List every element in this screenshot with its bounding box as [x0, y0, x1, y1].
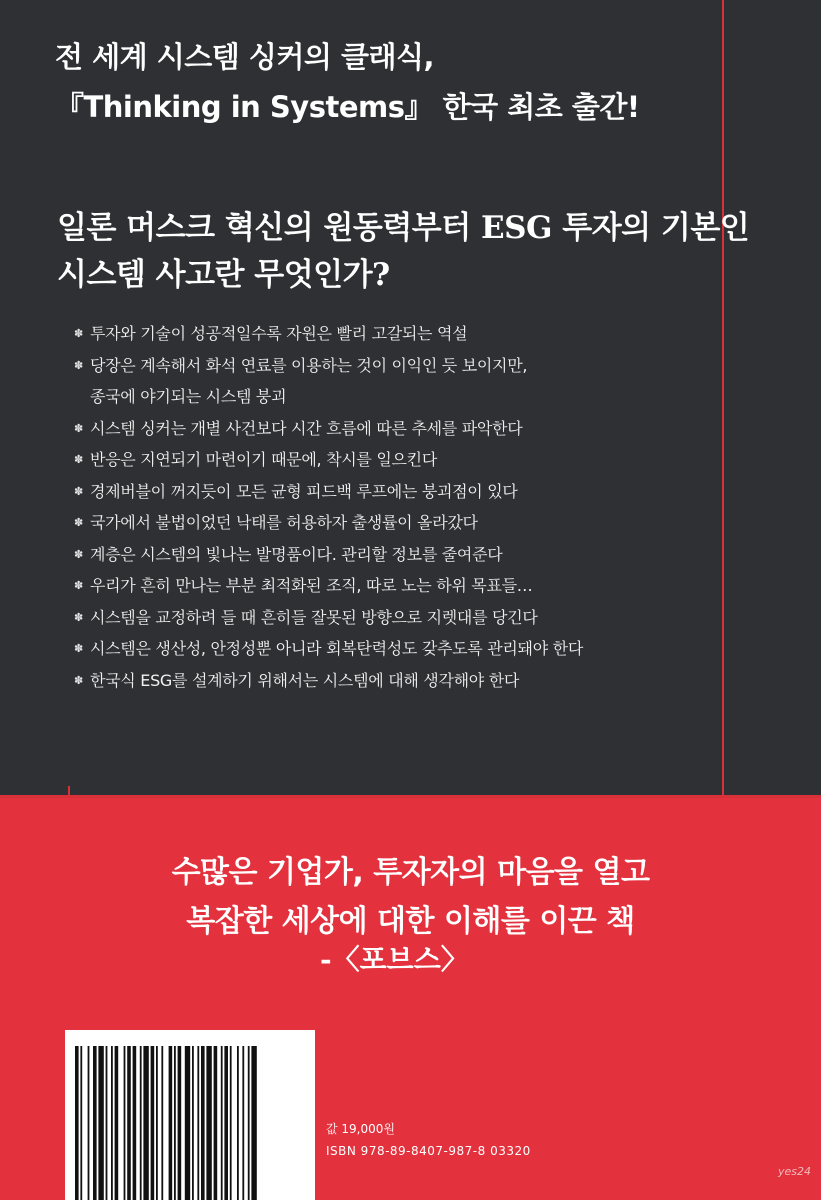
review-quote	[0, 848, 821, 946]
subheadline-line-1: 일론 머스크 혁신의 원동력부터 ESG 투자의 기본인	[57, 210, 750, 246]
red-vertical-rule	[722, 0, 724, 795]
isbn-number: ISBN 978-89-8407-987-8 03320	[326, 1144, 531, 1158]
asterisk-icon: ✽	[74, 673, 83, 687]
list-item	[74, 318, 583, 350]
list-item-text: 당장은 계속해서 화석 연료를 이용하는 것이 이익인 듯 보이지만,	[90, 355, 528, 375]
asterisk-icon: ✽	[74, 327, 83, 340]
list-item-text: 반응은 지연되기 마련이기 때문에, 착시를 일으킨다	[90, 450, 437, 469]
barcode-panel	[65, 1030, 315, 1200]
isbn-barcode	[75, 1046, 307, 1200]
headline	[55, 32, 640, 132]
list-item-text: 종국에 야기되는 시스템 붕괴	[90, 387, 287, 406]
list-item-text: 국가에서 불법이었던 낙태를 허용하자 출생률이 올라갔다	[90, 513, 478, 532]
list-item-text: 시스템 싱커는 개별 사건보다 시간 흐름에 따른 추세를 파악한다	[90, 418, 523, 438]
list-item-text: 계층은 시스템의 빛나는 발명품이다. 관리할 정보를 줄여준다	[90, 544, 503, 564]
asterisk-icon: ✽	[74, 484, 83, 498]
subheadline	[57, 205, 749, 299]
asterisk-icon: ✽	[74, 579, 83, 592]
list-item-continuation	[74, 381, 583, 413]
headline-line-2: 『Thinking in Systems』 한국 최초 출간!	[55, 90, 640, 124]
asterisk-icon: ✽	[74, 610, 83, 624]
asterisk-icon: ✽	[74, 453, 83, 466]
bullet-list	[74, 318, 583, 696]
price-label: 값 19,000원	[326, 1122, 395, 1136]
list-item	[74, 602, 583, 634]
review-quote-line-1: 수많은 기업가, 투자자의 마음을 열고	[171, 855, 650, 890]
list-item-text: 시스템은 생산성, 안정성뿐 아니라 회복탄력성도 갖추도록 관리돼야 한다	[90, 639, 583, 658]
review-quote-line-2: 복잡한 세상에 대한 이해를 이끈 책	[186, 904, 635, 939]
watermark: yes24	[778, 1165, 812, 1178]
list-item	[74, 413, 583, 445]
list-item	[74, 350, 583, 382]
subheadline-line-2: 시스템 사고란 무엇인가?	[57, 257, 390, 293]
list-item	[74, 539, 583, 571]
list-item	[74, 444, 583, 476]
asterisk-icon: ✽	[74, 547, 83, 561]
headline-line-1: 전 세계 시스템 싱커의 클래식,	[55, 40, 435, 74]
list-item-text: 우리가 흔히 만나는 부분 최적화된 조직, 따로 노는 하위 목표들…	[90, 576, 533, 595]
asterisk-icon: ✽	[74, 358, 83, 372]
list-item	[74, 507, 583, 539]
list-item	[74, 570, 583, 602]
asterisk-icon: ✽	[74, 642, 83, 655]
list-item	[74, 665, 583, 697]
list-item-text: 투자와 기술이 성공적일수록 자원은 빨리 고갈되는 역설	[90, 324, 468, 343]
list-item	[74, 476, 583, 508]
red-tick-mark	[68, 786, 70, 798]
quote-source: -〈포브스〉	[320, 943, 469, 976]
list-item	[74, 633, 583, 665]
asterisk-icon: ✽	[74, 421, 83, 435]
list-item-text: 한국식 ESG를 설계하기 위해서는 시스템에 대해 생각해야 한다	[90, 670, 520, 690]
asterisk-icon: ✽	[74, 516, 83, 529]
list-item-text: 경제버블이 꺼지듯이 모든 균형 피드백 루프에는 붕괴점이 있다	[90, 481, 518, 501]
list-item-text: 시스템을 교정하려 들 때 흔히들 잘못된 방향으로 지렛대를 당긴다	[90, 607, 538, 627]
